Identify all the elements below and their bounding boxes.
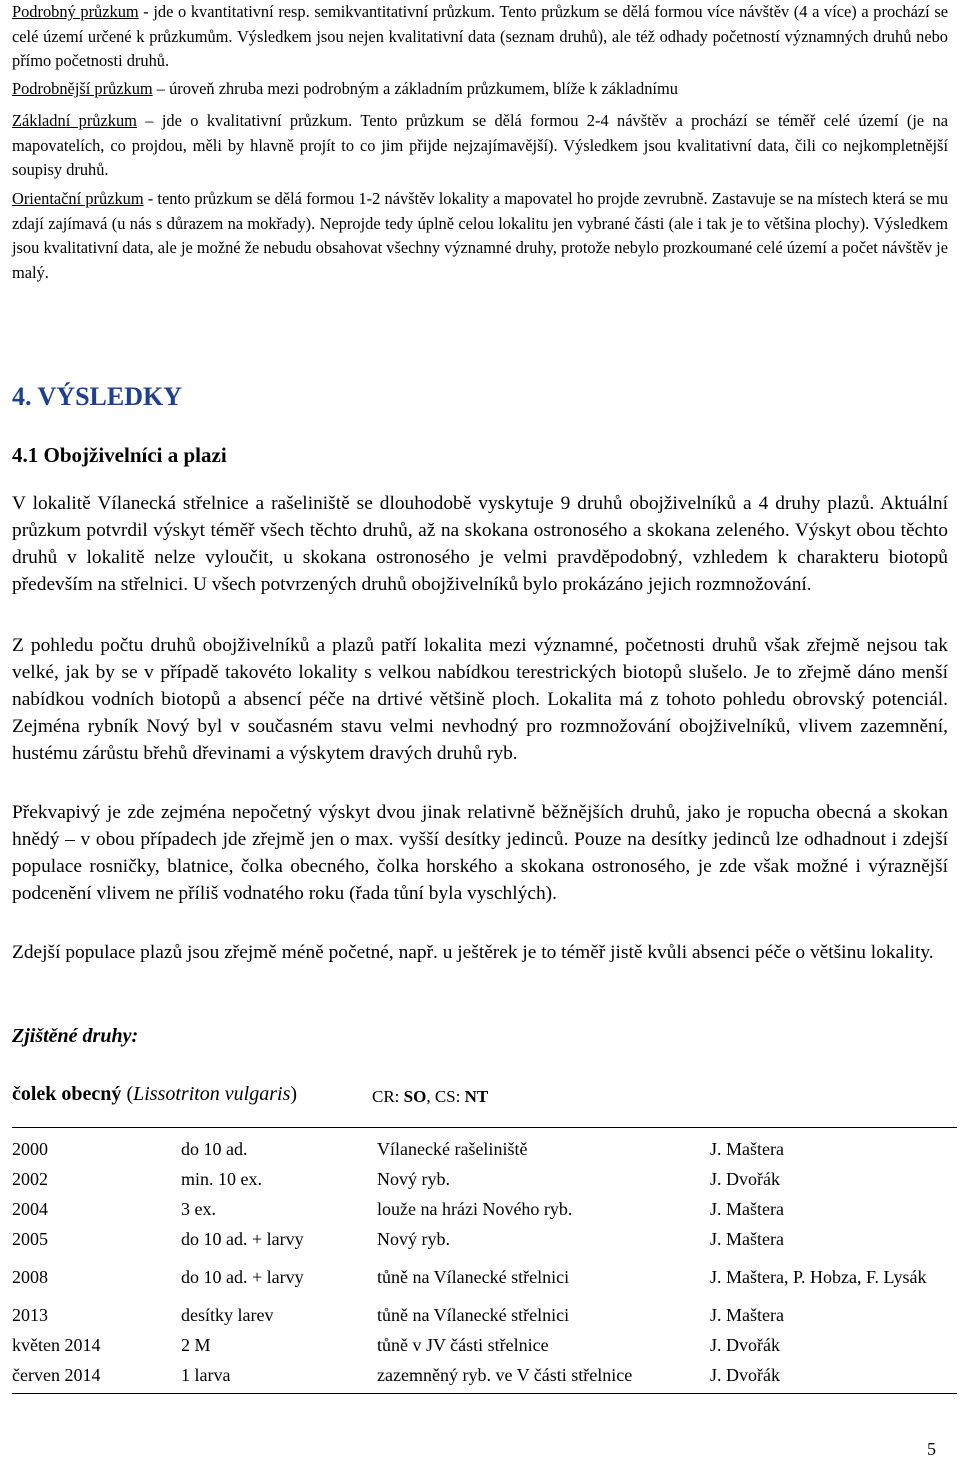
table-row (12, 1194, 948, 1224)
cs-value: NT (464, 1087, 489, 1106)
cell-year: červen 2014 (12, 1364, 101, 1385)
cell-observer: J. Dvořák (710, 1365, 780, 1385)
cell-year: 2013 (12, 1304, 48, 1325)
table-row (12, 1254, 948, 1300)
cell-count: do 10 ad. (181, 1138, 248, 1159)
species-title (12, 1083, 297, 1106)
methods-p2-block (12, 77, 948, 102)
results-paragraph-4: Zdejší populace plazů jsou zřejmě méně početné, např. u ještěrek je to téměř jistě kvůli absenci péče o většinu lokality. (12, 942, 934, 963)
cell-count: 1 larva (181, 1364, 231, 1385)
cell-observer: J. Maštera (710, 1199, 784, 1219)
term-detailed-survey: Podrobný průzkum (12, 2, 139, 21)
cr-label: CR: (372, 1087, 404, 1106)
cell-year: 2002 (12, 1168, 48, 1189)
results-p4-block (12, 939, 948, 966)
text-more-detailed-survey: – úroveň zhruba mezi podrobným a základním průzkumem, blíže k základnímu (152, 79, 678, 98)
cell-place: tůně na Vílanecké střelnici (377, 1266, 570, 1287)
term-basic-survey: Základní průzkum (12, 111, 137, 130)
paragraph-basic-survey (12, 109, 948, 183)
cell-year: 2005 (12, 1228, 48, 1249)
cell-place: Nový ryb. (377, 1168, 450, 1189)
table-row (12, 1330, 948, 1360)
results-p3-block (12, 799, 948, 907)
table-row (12, 1300, 948, 1330)
results-paragraph-1: V lokalitě Vílanecká střelnice a rašeliniště se dlouhodobě vyskytuje 9 druhů obojživelníků a 4 druhy plazů. Aktuální průzkum potvrdil výskyt téměř všech těchto druhů, až na skokana ostronosého a skokana zeleného. Výskyt obou těchto druhů v lokalitě nelze vyloučit, u skokana ostronosého je velmi pravděpodobný, vzhledem k charakteru biotopů především na střelnici. U všech potvrzených druhů obojživelníků bylo prokázáno jejich rozmnožování. (12, 493, 948, 595)
heading-amphibians-reptiles: 4.1 Obojživelníci a plazi (12, 443, 227, 467)
cell-count: desítky larev (181, 1304, 274, 1325)
heading-results: 4. VÝSLEDKY (12, 382, 183, 411)
cell-observer: J. Maštera (710, 1229, 784, 1249)
cell-observer: J. Dvořák (710, 1169, 780, 1189)
cell-year: květen 2014 (12, 1334, 101, 1355)
latin-close: ) (290, 1083, 298, 1105)
methods-p3-block (12, 109, 948, 183)
results-p2-block (12, 632, 948, 767)
cell-observer: J. Dvořák (710, 1335, 780, 1355)
cell-observer: J. Maštera (710, 1305, 784, 1325)
methods-section (12, 0, 948, 74)
text-orientation-survey: - tento průzkum se dělá formou 1-2 návštěv lokality a mapovatel ho projde zevrubně. Zastavuje se na místech která se mu zdají zajímavá (u nás s důrazem na mokřady). Neprojde tedy úplně celou lokalitu jen vybrané části (ale i tak je to většina plochy). Výsledkem jsou kvalitativní data, ale je možné že nebudu obsahovat všechny významné druhy, protože nebylo prozkoumané celé území a počet návštěv je malý. (12, 189, 948, 282)
cell-observer: J. Maštera (710, 1139, 784, 1159)
table-row (12, 1164, 948, 1194)
species-latin-name: Lissotriton vulgaris (133, 1083, 291, 1105)
text-detailed-survey: - jde o kvantitativní resp. semikvantitativní průzkum. Tento průzkum se dělá formou více návštěv (4 a více) a prochází se celé území určené k průzkumům. Výsledkem jsou nejen kvalitativní data (seznam druhů), ale též odhady početností významných druhů nebo přímo početnosti druhů. (12, 2, 948, 71)
cell-year: 2004 (12, 1198, 48, 1219)
cell-count: 2 M (181, 1334, 211, 1355)
cell-year: 2008 (12, 1266, 48, 1287)
cs-label: , CS: (426, 1087, 465, 1106)
results-paragraph-3: Překvapivý je zde zejména nepočetný výskyt dvou jinak relativně běžnějších druhů, jako je ropucha obecná a skokan hnědý – v obou případech jde zřejmě jen o max. vyšší desítky jedinců. Pouze na desítky jedinců lze odhadnout i zdejší populace rosničky, blatnice, čolka obecného, čolka horského a skokana ostronosého, je zde však možné i výraznější podcenění vlivem ne příliš vodnatého roku (řada tůní byla vyschlých). (12, 802, 948, 904)
text-basic-survey: – jde o kvalitativní průzkum. Tento průzkum se dělá formou 2-4 návštěv a prochází se téměř celé území (je na mapovatelích, co projdou, měli by hlavně projít to co jim přijde nejzajímavější). Výsledkem jsou kvalitativní data, čili co nejkompletnější soupisy druhů. (12, 111, 948, 180)
cell-place: Nový ryb. (377, 1228, 450, 1249)
results-paragraph-2: Z pohledu počtu druhů obojživelníků a plazů patří lokalita mezi významné, početnosti druhů však zřejmě nejsou tak velké, jak by se v případě takovéto lokality s velkou nabídkou terestrických biotopů slušelo. Je to zřejmě dáno menší nabídkou vodních biotopů a absencí péče na drtivé většině ploch. Lokalita má z tohoto pohledu obrovský potenciál. Zejména rybník Nový byl v současném stavu velmi nevhodný pro rozmnožování obojživelníků, vlivem zazemnění, hustému zárůstu břehů dřevinami a výskytem dravých druhů ryb. (12, 635, 948, 764)
methods-p4-block (12, 187, 948, 285)
cell-count: min. 10 ex. (181, 1168, 262, 1189)
page-number: 5 (927, 1439, 936, 1459)
cell-count: do 10 ad. + larvy (181, 1228, 304, 1249)
heading-found-species: Zjištěné druhy: (12, 1025, 139, 1047)
observations-table (12, 1134, 948, 1390)
results-section (12, 490, 948, 598)
table-row (12, 1360, 948, 1390)
cell-place: louže na hrázi Nového ryb. (377, 1198, 573, 1219)
cell-count: 3 ex. (181, 1198, 216, 1219)
term-more-detailed-survey: Podrobnější průzkum (12, 79, 153, 98)
table-bottom-rule (12, 1393, 957, 1394)
species-status (372, 1087, 488, 1107)
paragraph-more-detailed-survey (12, 77, 948, 102)
table-row (12, 1134, 948, 1164)
cell-place: Vílanecké rašeliniště (377, 1138, 528, 1159)
paragraph-orientation-survey (12, 187, 948, 285)
cell-place: tůně na Vílanecké střelnici (377, 1304, 570, 1325)
cell-place: tůně v JV části střelnice (377, 1334, 549, 1355)
latin-open: ( (121, 1083, 134, 1105)
cell-count: do 10 ad. + larvy (181, 1266, 304, 1287)
cell-year: 2000 (12, 1138, 48, 1159)
cell-observer: J. Maštera, P. Hobza, F. Lysák (710, 1267, 927, 1287)
cell-place: zazemněný ryb. ve V části střelnice (377, 1364, 633, 1385)
table-top-rule (12, 1127, 957, 1128)
table-row (12, 1224, 948, 1254)
paragraph-detailed-survey (12, 0, 948, 74)
cr-value: SO (403, 1087, 427, 1106)
term-orientation-survey: Orientační průzkum (12, 189, 144, 208)
species-name: čolek obecný (12, 1083, 122, 1105)
